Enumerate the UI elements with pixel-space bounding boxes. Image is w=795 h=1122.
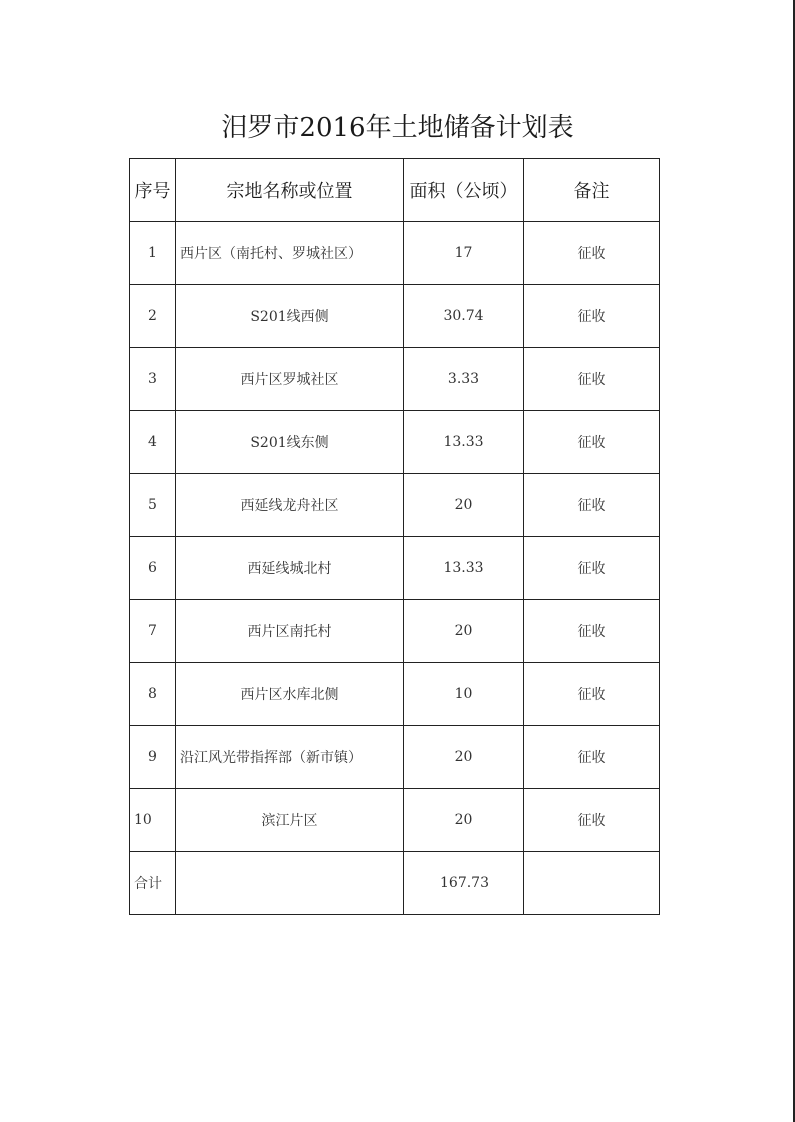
cell-location: 滨江片区 [176, 789, 404, 852]
cell-area: 20 [404, 474, 524, 537]
cell-note: 征收 [524, 348, 660, 411]
header-area: 面积（公顷） [404, 159, 524, 222]
cell-note: 征收 [524, 663, 660, 726]
cell-no: 5 [130, 474, 176, 537]
header-note: 备注 [524, 159, 660, 222]
cell-note: 征收 [524, 474, 660, 537]
header-location: 宗地名称或位置 [176, 159, 404, 222]
cell-no: 6 [130, 537, 176, 600]
table-row [130, 789, 660, 852]
page-title: 汨罗市2016年土地储备计划表 [221, 113, 574, 143]
cell-location: 沿江风光带指挥部（新市镇） [176, 726, 404, 789]
cell-note: 征收 [524, 222, 660, 285]
total-row [130, 852, 660, 915]
cell-area: 20 [404, 600, 524, 663]
cell-note: 征收 [524, 285, 660, 348]
cell-location: 西片区水库北侧 [176, 663, 404, 726]
land-reserve-plan-table [129, 158, 660, 915]
cell-area: 30.74 [404, 285, 524, 348]
table-header-row [130, 159, 660, 222]
total-label: 合计 [130, 852, 176, 915]
cell-no: 10 [130, 789, 176, 852]
table-row [130, 222, 660, 285]
table-row [130, 348, 660, 411]
cell-area: 10 [404, 663, 524, 726]
cell-no: 9 [130, 726, 176, 789]
total-note [524, 852, 660, 915]
cell-area: 17 [404, 222, 524, 285]
cell-note: 征收 [524, 411, 660, 474]
table-row [130, 600, 660, 663]
table-row [130, 663, 660, 726]
cell-no: 7 [130, 600, 176, 663]
cell-location: 西片区罗城社区 [176, 348, 404, 411]
total-area: 167.73 [404, 852, 524, 915]
table-row [130, 726, 660, 789]
cell-location: S201线东侧 [176, 411, 404, 474]
cell-no: 1 [130, 222, 176, 285]
cell-location: 西延线城北村 [176, 537, 404, 600]
table-row [130, 537, 660, 600]
header-no: 序号 [130, 159, 176, 222]
table-row [130, 411, 660, 474]
cell-area: 20 [404, 789, 524, 852]
cell-note: 征收 [524, 537, 660, 600]
cell-area: 20 [404, 726, 524, 789]
cell-location: 西片区南托村 [176, 600, 404, 663]
cell-location: 西延线龙舟社区 [176, 474, 404, 537]
cell-note: 征收 [524, 789, 660, 852]
table-row [130, 285, 660, 348]
cell-no: 3 [130, 348, 176, 411]
total-location [176, 852, 404, 915]
cell-note: 征收 [524, 600, 660, 663]
cell-location: 西片区（南托村、罗城社区） [176, 222, 404, 285]
cell-note: 征收 [524, 726, 660, 789]
cell-area: 13.33 [404, 411, 524, 474]
cell-no: 2 [130, 285, 176, 348]
cell-area: 3.33 [404, 348, 524, 411]
cell-no: 4 [130, 411, 176, 474]
cell-no: 8 [130, 663, 176, 726]
cell-area: 13.33 [404, 537, 524, 600]
cell-location: S201线西侧 [176, 285, 404, 348]
table-row [130, 474, 660, 537]
